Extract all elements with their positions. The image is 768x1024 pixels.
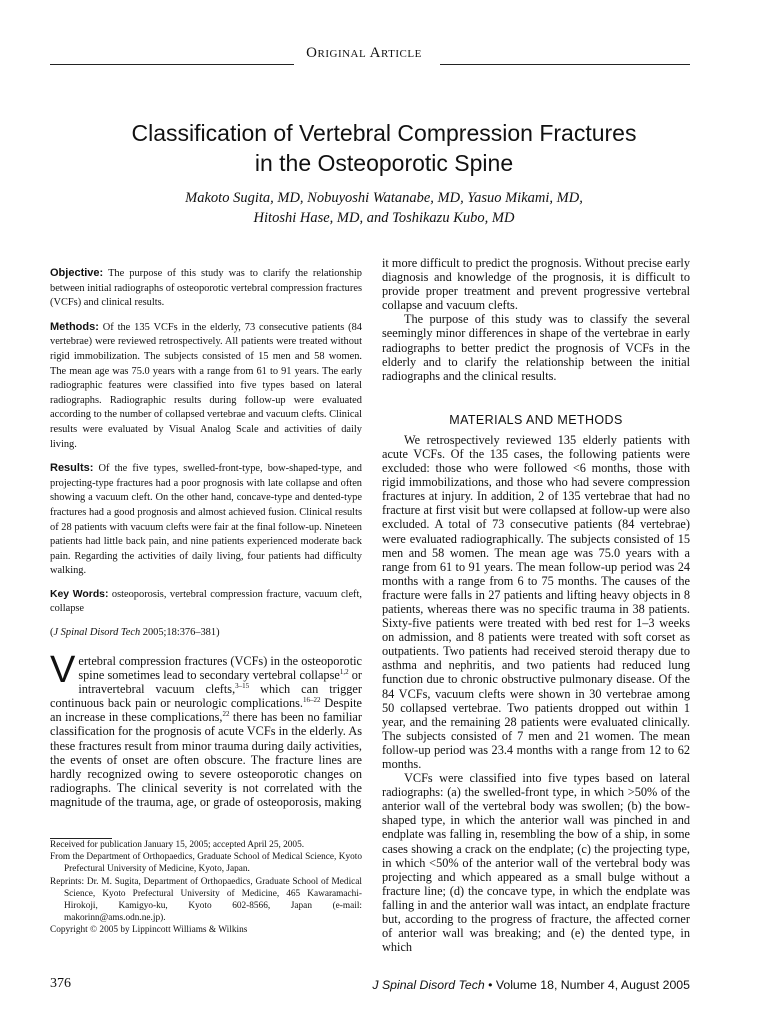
header-rule-right	[440, 64, 690, 65]
keywords-text: osteoporosis, vertebral compression fracture, vacuum cleft, collapse	[50, 588, 362, 615]
article-title	[60, 118, 708, 178]
keywords-label: Key Words:	[50, 588, 109, 600]
authors-line-2: Hitoshi Hase, MD, and Toshikazu Kubo, MD	[253, 210, 515, 226]
citation-details: 2005;18:376–381)	[140, 627, 220, 639]
title-line-1: Classification of Vertebral Compression Fractures	[131, 120, 637, 146]
title-line-2: in the Osteoporotic Spine	[254, 150, 514, 176]
drop-cap: V	[50, 649, 76, 691]
study-purpose: The purpose of this study was to classify the several seemingly minor differences in shape of the vertebrae in early radiographs to better predict the prognosis of VCFs in the elderly and to clarify the relationship between the initial radiographs and the clinical results.	[382, 312, 690, 383]
objective-text: The purpose of this study was to clarify the relationship between initial radiographs of osteoporotic vertebral compression fractures (VCFs) and clinical results.	[50, 268, 362, 309]
page-number: 376	[50, 976, 71, 991]
footnotes	[50, 839, 362, 937]
footnote-reprints: Reprints: Dr. M. Sugita, Department of Orthopaedics, Graduate School of Medical Science, Kyoto Prefectural University of Medicine, 465 Kawaramachi-Hirokoji, Kamigyo-ku, Kyoto 602-8566, Japan (e-mail: makorinn@ams.odn.ne.jp).	[50, 876, 362, 924]
methods-label: Methods:	[50, 320, 99, 333]
abstract-objective	[50, 266, 362, 311]
footnote-affiliation: From the Department of Orthopaedics, Graduate School of Medical Science, Kyoto Prefectural University of Medicine, Kyoto, Japan.	[50, 852, 362, 875]
intro-paragraph: Vertebral compression fractures (VCFs) in the osteoporotic spine sometimes lead to secondary vertebral collapse$^{1,2}$ or intravertebral vacuum clefts,$^{3-15}$ which can trigger continuous back pain or neurologic complications.$^{16-22}$ Despite an increase in these complications,$^{22}$ there has been no familiar classification for the prognosis of acute VCFs in the elderly. As these fractures result from minor trauma during daily activities, the events of onset are often obscure. The fracture lines are hardly recognized owing to severe osteoporotic changes on radiographs. The clinical severity is not correlated with the magnitude of the trauma, age, or grade of osteoporosis, making	[50, 649, 362, 809]
header-rule-left	[50, 64, 294, 65]
footnote-copyright: Copyright © 2005 by Lippincott Williams & Wilkins	[50, 925, 248, 936]
methods-text: Of the 135 VCFs in the elderly, 73 consecutive patients (84 vertebrae) were reviewed retrospectively. All patients were treated without rigid immobilization. The subjects consisted of 15 men and 58 women. The mean age was 75.0 years with a range from 61 to 91 years. The early radiographic features were classified into five types based on lateral radiographs. Radiographic results during follow-up were evaluated according to the number of collapsed vertebrae and vacuum clefts. Clinical results were evaluated by Visual Analog Scale and activities of daily living.	[50, 321, 362, 450]
intro-continuation: it more difficult to predict the prognosis. Without precise early diagnosis and knowledge of the prognosis, it is difficult to provide proper treatment and prevent progressive vertebral collapse and vacuum clefts.	[382, 256, 690, 313]
section-heading-methods: MATERIALS AND METHODS	[449, 412, 623, 427]
abstract-results	[50, 461, 362, 579]
methods-paragraph-2: VCFs were classified into five types based on lateral radiographs: (a) the swelled-front type, in which >50% of the anterior wall of the vertebral body was swollen; (b) the bow-shaped type, in which the anterior wall was pinched in and endplate was falling in, resembling the bow of a ship, in some cases showing a crack on the endplate; (c) the projecting type, in which <50% of the anterior wall of the vertebral body was projecting and which appeared as a small bulge without a fracture line; (d) the concave type, in which the endplate was falling in and the anterior wall was intact, an endplate fracture but, according to the progress of fracture, the affected corner of anterior wall was breaking; and (e) the dented type, in which	[382, 771, 690, 955]
right-column	[382, 256, 690, 954]
footer-issue: • Volume 18, Number 4, August 2005	[484, 978, 690, 992]
abstract	[50, 266, 362, 650]
citation: (J Spinal Disord Tech 2005;18:376–381)	[50, 627, 220, 639]
author-list	[80, 188, 688, 228]
section-label: Original Article	[306, 45, 422, 61]
authors-line-1: Makoto Sugita, MD, Nobuyoshi Watanabe, MD, Yasuo Mikami, MD,	[185, 190, 583, 206]
methods-paragraph-1: We retrospectively reviewed 135 elderly patients with acute VCFs. Of the 135 cases, the following patients were excluded: those who were followed <6 months, those with rigid immobilizations, and those who had severe compression fractures at injury. In addition, 2 of 135 vertebrae that had no fracture at first visit but were collapsed at follow-up were also excluded. A total of 73 consecutive patients (84 vertebrae) were evaluated radiographically. The subjects consisted of 15 men and 58 women. The mean age was 75.0 years with a range from 61 to 91 years. The mean follow-up period was 24 months with a range from 6 to 75 months. The causes of the fracture were falls in 27 patients and lifting heavy objects in 8 patients, whereas there was no specific trauma in 38 patients. Sixty-five patients were treated with bed rest for 1–3 weeks on admission, and 8 patients were treated with soft corset as outpatients. Two patients had received steroid therapy due to asthma and nephritis, and two patients had reduced lung function due to chronic obstructive pulmonary disease. Of the 84 VCFs, vacuum clefts were shown in 30 vertebrae among 50 collapsed vertebrae. Two patients dropped out within 1 year, and the remaining 28 patients were evaluated clinically. The subjects consisted of 7 men and 21 women. The mean follow-up period was 23.4 months with a range from 12 to 62 months.	[382, 432, 690, 771]
introduction	[50, 649, 362, 809]
running-footer	[360, 978, 690, 992]
footnote-received: Received for publication January 15, 2005; accepted April 25, 2005.	[50, 840, 305, 850]
objective-label: Objective:	[50, 267, 104, 279]
results-text: Of the five types, swelled-front-type, bow-shaped-type, and projecting-type fractures had a poor prognosis with late collapse and often showing a vacuum cleft. On the other hand, concave-type and dented-type fractures had a good prognosis and almost achieved fusion. Clinical results of 28 patients with vacuum clefts were fair at the final follow-up. Nineteen patients had little back pain, and nine patients experienced moderate back pain. Regarding the activities of daily living, four patients had difficulty walking.	[50, 463, 362, 577]
results-label: Results:	[50, 462, 94, 475]
footer-journal: J Spinal Disord Tech	[372, 978, 485, 992]
abstract-methods	[50, 320, 362, 452]
key-words	[50, 588, 362, 617]
citation-journal: J Spinal Disord Tech	[53, 627, 141, 639]
